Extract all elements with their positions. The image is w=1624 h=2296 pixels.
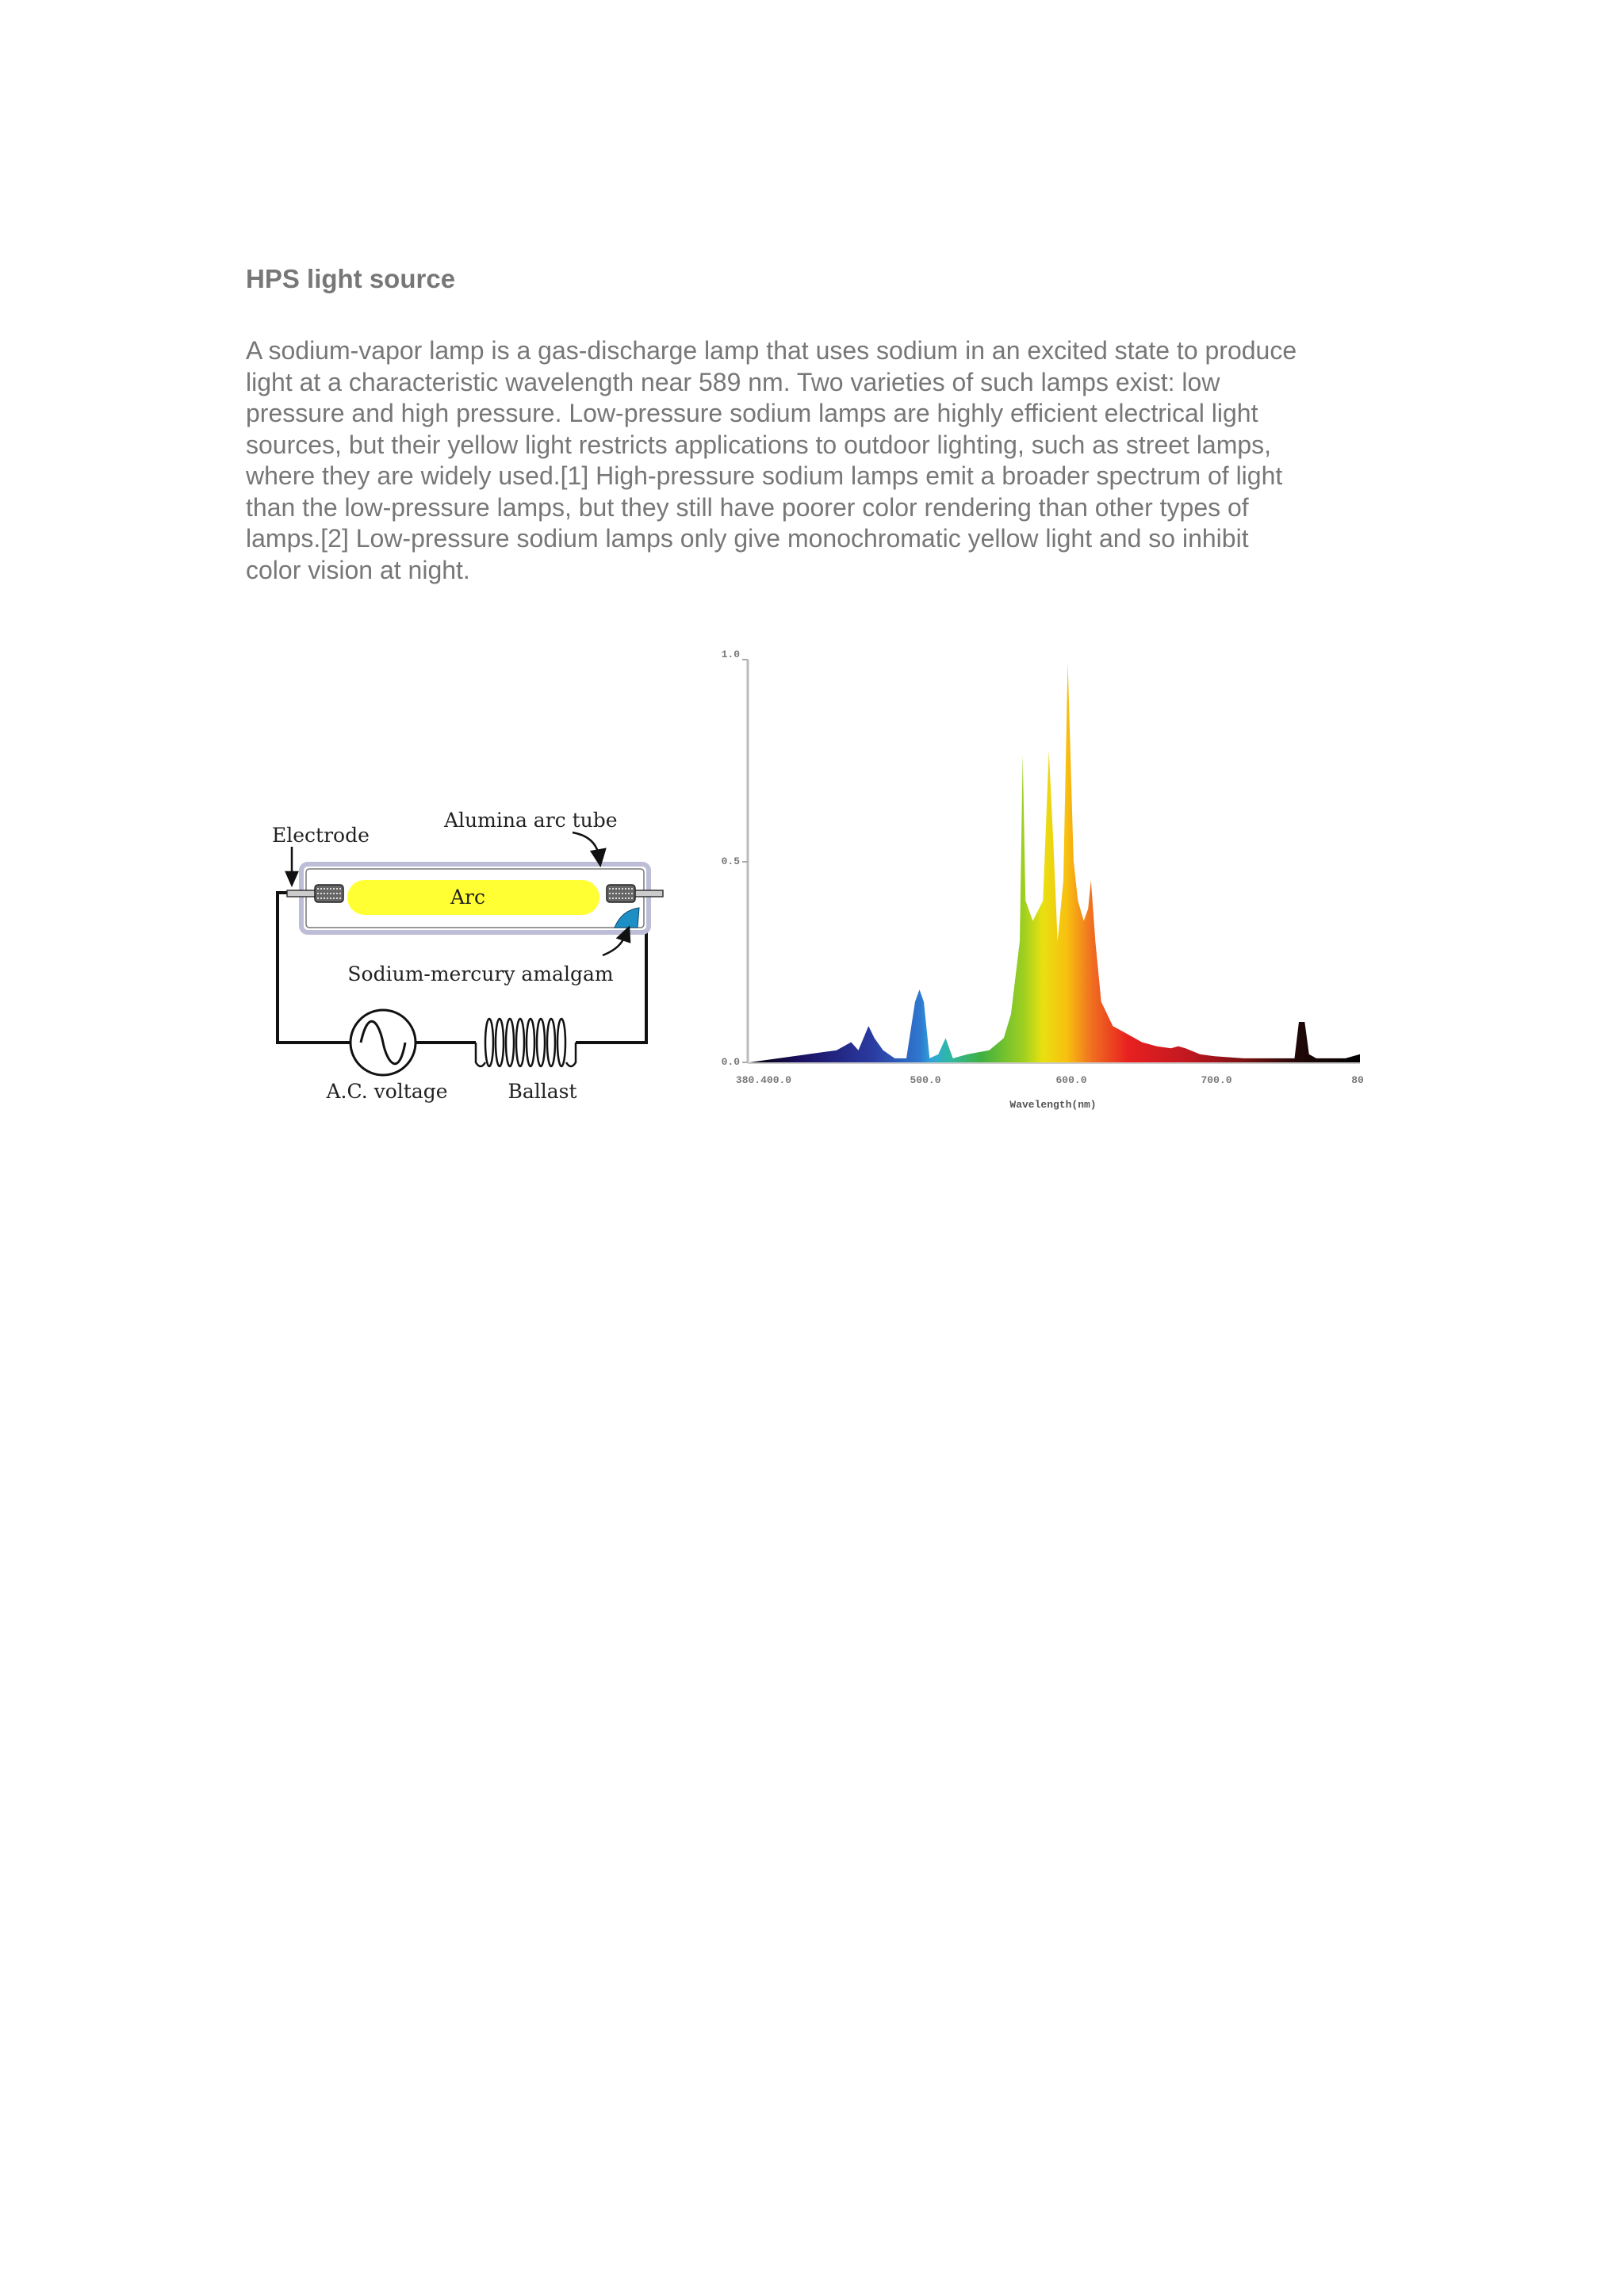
body-paragraph: [246, 335, 1404, 586]
hps-spectrum-chart: [698, 634, 1602, 1126]
x-tick-label: 500.0: [910, 1074, 941, 1086]
hps-lamp-diagram: [254, 793, 698, 1118]
ballast-label: Ballast: [508, 1080, 577, 1103]
paragraph-line: where they are widely used.[1] High-pressure sodium lamps emit a broader spectrum of light: [246, 461, 1283, 490]
y-tick-label: 0.5: [721, 855, 740, 867]
amalgam-label: Sodium-mercury amalgam: [347, 962, 614, 985]
x-tick-label: 700.0: [1201, 1074, 1232, 1086]
paragraph-line: pressure and high pressure. Low-pressure sodium lamps are highly efficient electrical light: [246, 399, 1258, 427]
arc-tube-label: Alumina arc tube: [444, 809, 618, 832]
y-tick-label: 1.0: [721, 649, 740, 660]
electrode-right: [607, 885, 663, 902]
paragraph-line: light at a characteristic wavelength near 589 nm. Two varieties of such lamps exist: low: [246, 367, 1220, 396]
x-tick-label: 600.0: [1055, 1074, 1087, 1086]
x-axis-label: Wavelength(nm): [1009, 1099, 1097, 1111]
x-tick-label: 380.400.0: [735, 1074, 792, 1086]
paragraph-line: sources, but their yellow light restricts applications to outdoor lighting, such as street lamps,: [246, 430, 1272, 459]
x-tick-label: 80: [1351, 1074, 1364, 1086]
paragraph-line: color vision at night.: [246, 555, 470, 584]
spectrum-area: [749, 662, 1360, 1062]
ac-voltage-source-icon: [350, 1010, 416, 1075]
paragraph-line: lamps.[2] Low-pressure sodium lamps only give monochromatic yellow light and so inhibit: [246, 524, 1249, 553]
electrode-label: Electrode: [272, 824, 370, 847]
arc-label: Arc: [450, 886, 486, 909]
y-tick-label: 0.0: [721, 1056, 740, 1068]
paragraph-line: A sodium-vapor lamp is a gas-discharge lamp that uses sodium in an excited state to produce: [246, 336, 1297, 365]
electrode-left: [287, 885, 343, 902]
paragraph-line: than the low-pressure lamps, but they still have poorer color rendering than other types of: [246, 492, 1249, 522]
ballast-coil-icon: [476, 1019, 576, 1066]
ac-voltage-label: A.C. voltage: [326, 1080, 448, 1103]
page-title: HPS light source: [246, 264, 456, 293]
